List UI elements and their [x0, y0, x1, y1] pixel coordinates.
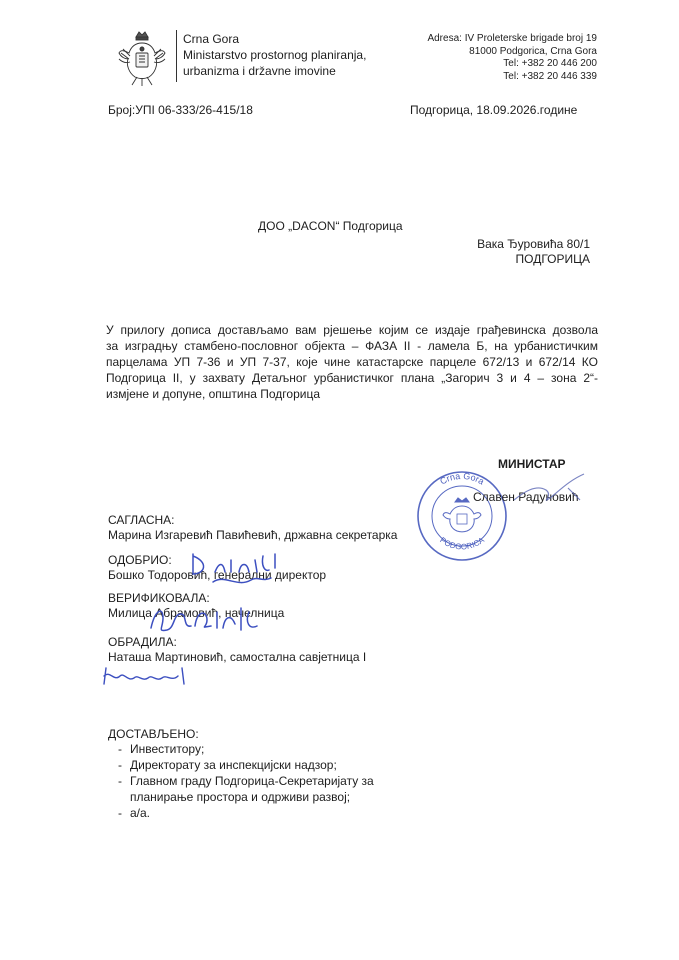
recipient-name: ДОО „DACON“ Подгорица: [258, 219, 403, 233]
reference-number: Број:УПI 06-333/26-415/18: [108, 103, 253, 117]
body-line: измјене и допуне, општина Подгорица: [106, 387, 320, 401]
svg-text:PODGORICA: [438, 535, 486, 551]
body-line: за изградњу стамбено-пословног објекта – ФАЗА II - ламела Б, на урбанистичким: [106, 339, 598, 353]
ministry-name-block: [183, 31, 403, 79]
prepared-label: ОБРАДИЛА:: [108, 635, 177, 649]
delivered-label: ДОСТАВЉЕНО:: [108, 727, 199, 741]
ministry-address-block: [395, 33, 597, 83]
svg-text:Crna Gora: [438, 471, 486, 487]
stamp-bottom-text: PODGORICA: [438, 535, 486, 552]
agreed-label: САГЛАСНА:: [108, 513, 175, 527]
verified-person: Милица Абрамовић, начелница: [108, 606, 285, 620]
body-line: У прилогу дописа достављамо вам рјешење којим се издаје грађевинска дозвола: [106, 323, 598, 337]
document-date: Подгорица, 18.09.2026.године: [410, 103, 578, 117]
delivered-list: [118, 741, 378, 821]
recipient-city: ПОДГОРИЦА: [515, 252, 590, 266]
stamp-top-text: Crna Gora: [438, 470, 486, 487]
approved-person: Бошко Тодоровић, генерални директор: [108, 568, 327, 582]
ministry-line-name: Ministarstvo prostornog planiranja,: [183, 48, 367, 62]
list-item: - Директорату за инспекцијски надзор;: [118, 758, 337, 772]
list-item: - а/а.: [118, 806, 151, 820]
verified-signature: [145, 598, 275, 640]
list-item: - Инвеститору;: [118, 742, 205, 756]
body-line: Подгорица II, у захвату Детаљног урбанистичког плана „Загорич 3 и 4 – зона 2“-: [106, 371, 598, 385]
address-city: 81000 Podgorica, Crna Gora: [469, 45, 597, 57]
minister-title: МИНИСТАР: [498, 457, 566, 471]
ministry-line-country: Crna Gora: [183, 32, 240, 46]
prepared-signature: [100, 664, 195, 690]
official-stamp: [405, 464, 520, 564]
ministry-line-name-cont: urbanizma i državne imovine: [183, 64, 336, 78]
body-line: парцелама УП 7-36 и УП 7-37, које чине катастарске парцеле 672/13 и 672/14 КО: [106, 355, 598, 369]
letter-body: [106, 322, 598, 402]
address-street: Adresa: IV Proleterske brigade broj 19: [427, 33, 597, 44]
prepared-person: Наташа Мартиновић, самостална савјетница I: [108, 650, 367, 664]
verified-label: ВЕРИФИКОВАЛА:: [108, 591, 210, 605]
minister-name: Славен Радуновић: [473, 490, 579, 504]
address-phone-2: Tel: +382 20 446 339: [503, 70, 597, 82]
approved-label: ОДОБРИО:: [108, 553, 172, 567]
approved-signature: [185, 548, 290, 590]
address-phone-1: Tel: +382 20 446 200: [503, 58, 597, 70]
recipient-street: Вака Ђуровића 80/1: [477, 237, 590, 251]
coat-of-arms-icon: [117, 29, 167, 87]
minister-signature: [510, 470, 590, 512]
agreed-person: Марина Изгаревић Павићевић, државна секретарка: [108, 528, 398, 542]
header-divider: [176, 30, 177, 82]
list-item: - Главном граду Подгорица-Секретаријату за планирање простора и одрживи развој;: [118, 774, 374, 804]
